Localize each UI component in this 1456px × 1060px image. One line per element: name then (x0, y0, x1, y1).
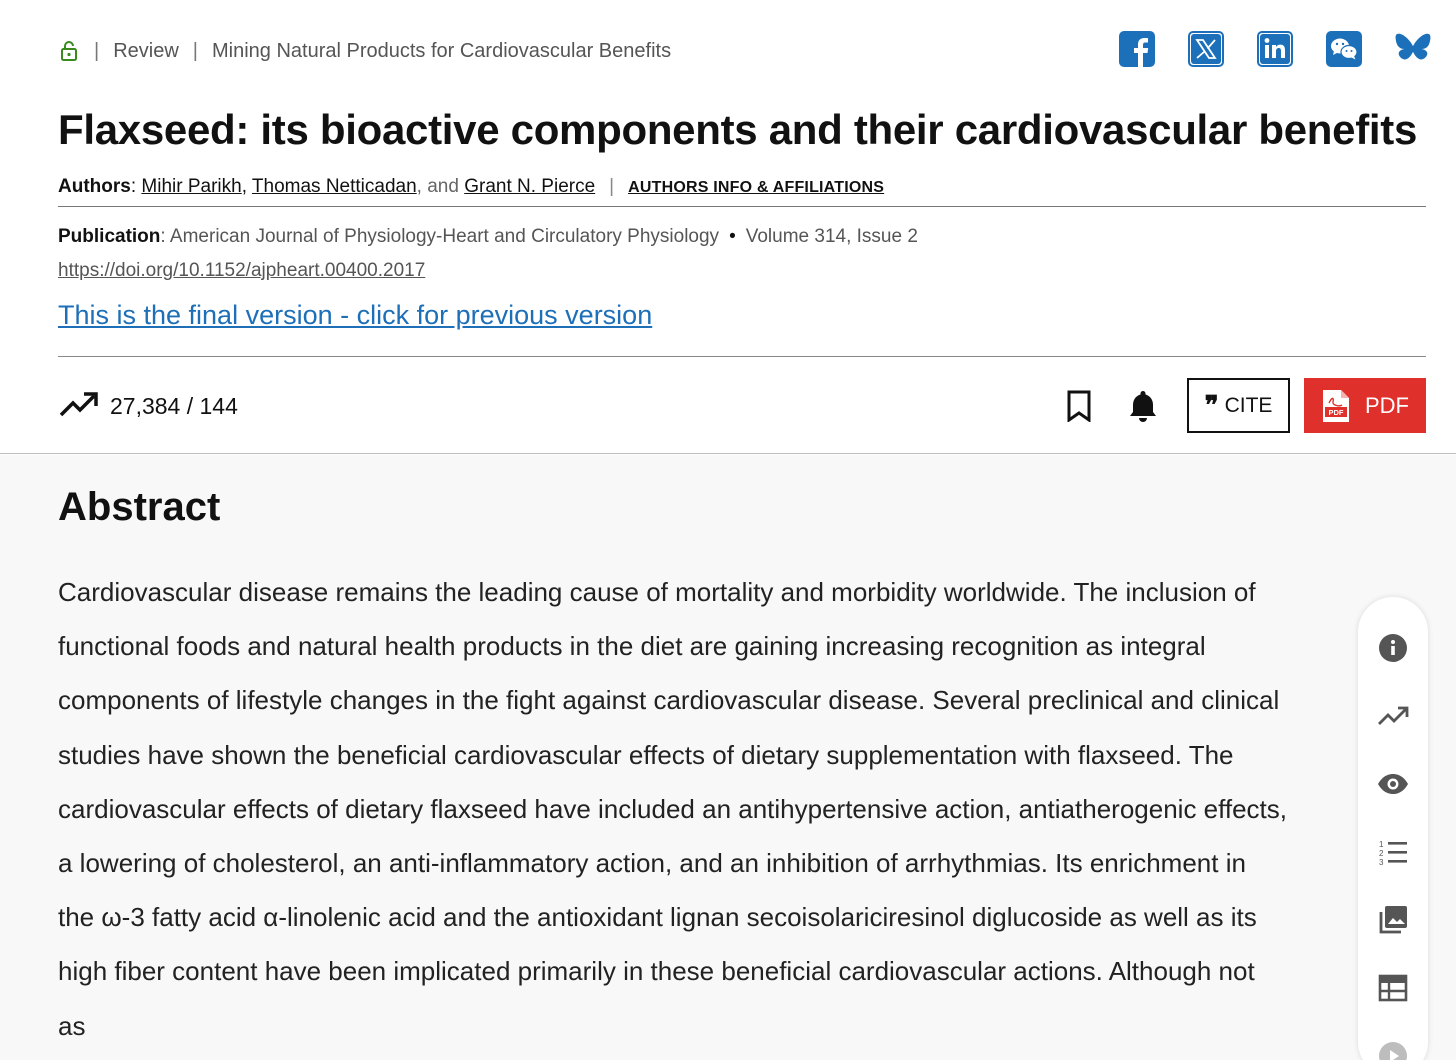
article-title: Flaxseed: its bioactive components and their cardiovascular benefits (58, 106, 1418, 153)
social-share-bar (1118, 30, 1432, 68)
svg-text:PDF: PDF (1328, 407, 1344, 417)
numbered-list-icon[interactable] (1374, 833, 1412, 871)
quote-icon: ❞ (1204, 390, 1219, 421)
bluesky-icon[interactable] (1394, 30, 1432, 68)
version-link[interactable]: This is the final version - click for previous version (58, 300, 653, 330)
side-tool-rail (1358, 597, 1428, 1060)
play-icon[interactable] (1374, 1037, 1412, 1060)
linkedin-icon[interactable] (1256, 30, 1294, 68)
header-divider (58, 356, 1426, 357)
info-icon[interactable] (1374, 629, 1412, 667)
breadcrumb-separator: | (192, 39, 198, 62)
breadcrumb-separator: | (94, 39, 100, 62)
abstract-heading: Abstract (58, 485, 221, 529)
metrics[interactable] (58, 390, 238, 422)
authors-separator: | (609, 176, 615, 197)
breadcrumb-collection-link[interactable]: Mining Natural Products for Cardiovascular Benefits (211, 39, 672, 62)
abstract-text: Cardiovascular disease remains the leading cause of mortality and morbidity worldwide. The inclusion of functional foods and natural health products in the diet are gaining increasing recognition as integral components of lifestyle changes in the fight against cardiovascular disease. Several preclinical and clinical studies have shown the beneficial cardiovascular effects of dietary supplementation with flaxseed. The cardiovascular effects of dietary flaxseed have included an antihypertensive action, antiatherogenic effects, a lowering of cholesterol, an anti-inflammatory action, and an inhibition of arrhythmias. Its enrichment in the ω-3 fatty acid α-linolenic acid and the antioxidant lignan secoisolariciresinol diglucoside as well as its high fiber content have been implicated primarily in these beneficial cardiovascular actions. Although not as (58, 577, 1288, 1041)
author-link[interactable]: Thomas Netticadan (251, 176, 417, 197)
trend-icon[interactable] (1374, 697, 1412, 735)
bullet-separator: • (729, 226, 736, 247)
breadcrumb-type: Review (113, 39, 179, 62)
svg-text:3: 3 (1379, 858, 1384, 866)
trending-up-icon (58, 390, 100, 422)
open-access-lock-icon (58, 38, 80, 64)
bookmark-icon[interactable] (1059, 386, 1099, 426)
volume-issue-link[interactable]: Volume 314, Issue 2 (745, 226, 918, 247)
cite-label: CITE (1224, 393, 1273, 417)
abstract-section (0, 455, 1456, 1060)
author-link[interactable]: Grant N. Pierce (464, 176, 596, 197)
publication-line: Publication: American Journal of Physiology-Heart and Circulatory Physiology • Volume 314, Issue 2 (58, 226, 918, 247)
wechat-icon[interactable] (1325, 30, 1363, 68)
journal-link[interactable]: American Journal of Physiology-Heart and Circulatory Physiology (169, 226, 720, 247)
metrics-counts: 27,384 / 144 (110, 392, 238, 419)
table-icon[interactable] (1374, 969, 1412, 1007)
cite-button[interactable] (1187, 378, 1290, 433)
article-actions (1059, 378, 1426, 433)
images-icon[interactable] (1374, 901, 1412, 939)
authors-label: Authors (58, 176, 131, 197)
eye-icon[interactable] (1374, 765, 1412, 803)
publication-label: Publication (58, 226, 161, 247)
authors-line: Authors: Mihir Parikh, Thomas Netticadan, and Grant N. Pierce | AUTHORS INFO & AFFILIATIONS (58, 176, 1426, 207)
facebook-icon[interactable] (1118, 30, 1156, 68)
x-icon[interactable] (1187, 30, 1225, 68)
author-link[interactable]: Mihir Parikh (141, 176, 242, 197)
authors-and: and (427, 176, 459, 197)
svg-text:2: 2 (1379, 849, 1384, 858)
svg-text:1: 1 (1379, 840, 1384, 849)
authors-affiliations-link[interactable]: AUTHORS INFO & AFFILIATIONS (628, 179, 885, 196)
breadcrumb (58, 36, 671, 66)
pdf-label: PDF (1365, 392, 1409, 418)
article-header (0, 0, 1456, 454)
pdf-file-icon (1321, 388, 1351, 424)
bell-icon[interactable] (1123, 386, 1163, 426)
pdf-button[interactable] (1304, 378, 1426, 433)
doi-link[interactable]: https://doi.org/10.1152/ajpheart.00400.2017 (58, 260, 426, 281)
